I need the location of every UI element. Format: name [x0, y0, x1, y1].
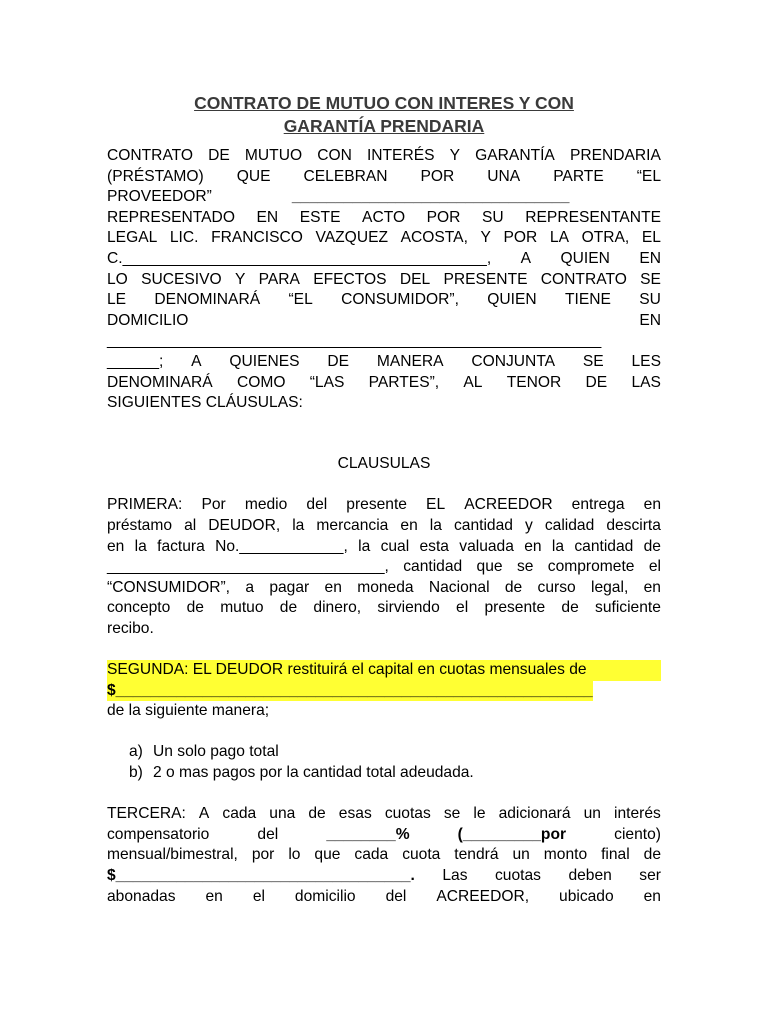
word: CONTRATO — [540, 270, 627, 288]
word: cuota — [402, 846, 441, 864]
word: (_________por — [457, 825, 567, 843]
word: y — [525, 516, 533, 534]
word: cada — [354, 846, 389, 864]
word: de — [643, 537, 661, 555]
word: ACREEDOR — [464, 496, 553, 514]
word: cada — [222, 805, 257, 823]
tercera-line — [107, 845, 661, 866]
word: del — [257, 825, 279, 843]
clause-primera — [107, 495, 661, 639]
word: la — [358, 537, 371, 555]
word: Las — [442, 867, 468, 884]
word: ______; — [107, 352, 164, 370]
word: ser — [639, 867, 661, 884]
word: CONTRATO — [107, 147, 194, 164]
word: mensual/bimestral, — [107, 846, 238, 864]
word: valuada — [459, 537, 514, 555]
word: DEUDOR, — [208, 516, 281, 534]
word: No.____________, — [215, 537, 348, 555]
word: AL — [463, 373, 483, 391]
word: ACOSTA, — [400, 229, 468, 247]
word: pagar — [269, 578, 310, 596]
word: curso — [537, 578, 576, 596]
word: concepto — [107, 599, 171, 617]
word: compensatorio — [107, 825, 210, 843]
intro-line — [107, 167, 661, 188]
word: Y — [480, 229, 491, 247]
word: ubicado — [559, 887, 614, 905]
word: LIC. — [169, 229, 199, 247]
word: en — [643, 887, 661, 905]
word: ________________________________ — [291, 188, 570, 206]
word: QUIEN — [487, 291, 537, 309]
word: PARTES”, — [368, 373, 440, 391]
word: DENOMINARÁ — [154, 291, 261, 309]
word: QUIENES — [229, 352, 300, 370]
word: PARTE — [553, 167, 604, 185]
word: INTERÉS — [366, 147, 435, 164]
word: LO — [107, 270, 128, 288]
word: cuotas — [495, 867, 541, 884]
word: $__________________________________. — [107, 867, 415, 884]
word: dinero, — [313, 599, 362, 617]
word: al — [184, 516, 197, 534]
primera-line — [107, 537, 661, 558]
word: DE — [327, 352, 350, 370]
word: EN — [639, 311, 661, 329]
segunda-line: de la siguiente manera; — [107, 702, 270, 720]
word: A — [198, 805, 210, 823]
word: LES — [631, 352, 661, 370]
word: suficiente — [595, 599, 661, 617]
word: DEL — [399, 270, 431, 288]
word: EL — [426, 496, 446, 514]
word: A — [191, 352, 202, 370]
word: interés — [614, 805, 661, 823]
intro-line: _________________________________________________________ — [107, 332, 602, 350]
word: LEGAL — [107, 229, 158, 247]
word: POR — [426, 208, 461, 226]
option-label: a) — [129, 743, 143, 761]
payment-option — [129, 742, 661, 763]
word: deben — [568, 867, 612, 884]
word: ________% — [326, 825, 410, 843]
tercera-line — [107, 887, 661, 908]
word: DOMICILIO — [107, 311, 189, 329]
word: de — [308, 805, 326, 823]
word: cual — [380, 537, 410, 555]
word: un — [583, 805, 601, 823]
word: en — [643, 578, 661, 596]
word: mutuo — [220, 599, 264, 617]
tercera-line — [107, 825, 661, 846]
word: A — [520, 249, 532, 267]
word: “CONSUMIDOR”, — [107, 578, 231, 596]
word: tendrá — [454, 846, 499, 864]
word: SE — [640, 270, 661, 288]
word: lo — [288, 846, 301, 864]
word: descirta — [606, 516, 661, 534]
word: DE — [585, 373, 608, 391]
word: cantidad — [453, 516, 513, 534]
primera-line — [107, 578, 661, 599]
primera-line — [107, 495, 661, 516]
word: del — [385, 887, 407, 905]
word: cuotas — [384, 805, 431, 823]
word: esta — [419, 537, 449, 555]
word: en — [205, 887, 223, 905]
word: monto — [543, 846, 588, 864]
word: LAS — [631, 373, 661, 391]
word: de — [186, 599, 204, 617]
word: presente — [484, 599, 546, 617]
word: presente — [346, 496, 407, 514]
word: domicilio — [294, 887, 356, 905]
word: el — [648, 558, 661, 576]
word: SU — [482, 208, 504, 226]
word: COMO — [236, 373, 286, 391]
word: en — [524, 537, 542, 555]
word: ESTE — [299, 208, 341, 226]
clauses-heading: CLAUSULAS — [337, 454, 431, 472]
word: PRESENTE — [443, 270, 528, 288]
word: en — [324, 578, 342, 596]
word: el — [252, 887, 265, 905]
word: REPRESENTADO — [107, 208, 235, 226]
word: (PRÉSTAMO) — [107, 167, 204, 185]
segunda-amount-blank: $_______________________________________________________ — [107, 681, 593, 702]
title-line-1: CONTRATO DE MUTUO CON INTERES Y CON — [194, 93, 574, 113]
word: POR — [420, 167, 455, 185]
payment-option — [129, 763, 661, 784]
word: factura — [157, 537, 205, 555]
word: VAZQUEZ — [315, 229, 389, 247]
intro-line — [107, 249, 661, 270]
option-label: b) — [129, 764, 143, 782]
intro-line — [107, 311, 661, 332]
intro-line — [107, 290, 661, 311]
word: por — [251, 846, 275, 864]
payment-options-list — [107, 742, 661, 783]
clause-tercera — [107, 804, 661, 907]
intro-line — [107, 270, 661, 291]
word: que — [314, 846, 341, 864]
word: Y — [449, 147, 461, 164]
intro-line — [107, 146, 661, 167]
word: una — [269, 805, 296, 823]
word: le — [473, 805, 486, 823]
word: FRANCISCO — [211, 229, 303, 247]
word: PROVEEDOR” — [107, 188, 212, 206]
intro-line — [107, 373, 661, 394]
primera-line: recibo. — [107, 619, 154, 637]
word: CON — [317, 147, 352, 164]
word: GARANTÍA — [475, 147, 555, 164]
word: moneda — [357, 578, 414, 596]
word: la — [134, 537, 147, 555]
word: MANERA — [376, 352, 444, 370]
word: PRIMERA: — [107, 496, 183, 514]
primera-line — [107, 598, 661, 619]
word: del — [306, 496, 328, 514]
word: de — [279, 599, 298, 617]
word: PARA — [258, 270, 300, 288]
word: ACREEDOR, — [436, 887, 530, 905]
word: final — [601, 846, 630, 864]
word: PRENDARIA — [569, 147, 661, 164]
word: ACTO — [362, 208, 406, 226]
word: compromete — [547, 558, 635, 576]
option-text: 2 o mas pagos por la cantidad total adeudada. — [153, 764, 474, 782]
word: CELEBRAN — [303, 167, 388, 185]
document-title — [107, 92, 661, 138]
word: EFECTOS — [313, 270, 387, 288]
title-line-2: GARANTÍA PRENDARIA — [283, 116, 485, 136]
word: SE — [582, 352, 604, 370]
word: UNA — [487, 167, 521, 185]
word: a — [245, 578, 255, 596]
word: préstamo — [107, 516, 173, 534]
word: mercancia — [316, 516, 389, 534]
word: la — [292, 516, 305, 534]
word: ________________________________, — [107, 558, 389, 576]
word: “EL — [288, 291, 313, 309]
word: en — [400, 516, 418, 534]
word: DE — [208, 147, 230, 164]
word: Y — [234, 270, 246, 288]
word: de — [643, 846, 661, 864]
word: SU — [639, 291, 661, 309]
word: SUCESIVO — [141, 270, 222, 288]
word: CONSUMIDOR”, — [341, 291, 459, 309]
word: CONJUNTA — [471, 352, 556, 370]
word: en — [107, 537, 125, 555]
word: esas — [338, 805, 372, 823]
word: TENOR — [506, 373, 562, 391]
intro-paragraph — [107, 146, 661, 414]
word: QUE — [236, 167, 271, 185]
word: TIENE — [565, 291, 611, 309]
word: LA — [549, 229, 569, 247]
contract-page — [107, 92, 661, 907]
word: que — [476, 558, 503, 576]
word: abonadas — [107, 887, 176, 905]
word: se — [516, 558, 534, 576]
tercera-line — [107, 804, 661, 825]
word: EN — [256, 208, 279, 226]
word: EL — [641, 229, 661, 247]
segunda-highlighted-line: SEGUNDA: EL DEUDOR restituirá el capital en cuotas mensuales de — [107, 660, 661, 681]
word: el — [456, 599, 469, 617]
word: de — [561, 599, 579, 617]
word: adicionará — [498, 805, 571, 823]
word: TERCERA: — [107, 805, 186, 823]
word: “EL — [636, 167, 661, 185]
intro-line — [107, 187, 661, 208]
intro-line — [107, 352, 661, 373]
word: entrega — [571, 496, 625, 514]
word: la — [551, 537, 565, 555]
word: en — [643, 496, 661, 514]
word: un — [512, 846, 530, 864]
word: C.__________________________________________, — [107, 249, 492, 267]
word: LE — [107, 291, 127, 309]
word: Nacional — [428, 578, 490, 596]
word: “LAS — [309, 373, 345, 391]
primera-line — [107, 557, 661, 578]
word: REPRESENTANTE — [525, 208, 661, 226]
word: DENOMINARÁ — [107, 373, 213, 391]
word: MUTUO — [244, 147, 303, 164]
word: QUIEN — [560, 249, 610, 267]
word: EN — [639, 249, 661, 267]
option-text: Un solo pago total — [153, 743, 279, 761]
word: Por — [201, 496, 226, 514]
word: de — [504, 578, 523, 596]
primera-line — [107, 516, 661, 537]
clause-segunda — [107, 660, 661, 784]
word: medio — [244, 496, 288, 514]
word: calidad — [544, 516, 595, 534]
word: ciento) — [614, 825, 661, 843]
word: sirviendo — [377, 599, 440, 617]
word: la — [429, 516, 442, 534]
word: cantidad — [574, 537, 634, 555]
intro-line — [107, 208, 661, 229]
word: cantidad — [403, 558, 463, 576]
word: POR — [503, 229, 538, 247]
tercera-line — [107, 866, 661, 887]
word: OTRA, — [581, 229, 630, 247]
intro-line — [107, 228, 661, 249]
intro-line: SIGUIENTES CLÁUSULAS: — [107, 394, 303, 412]
word: se — [443, 805, 461, 823]
word: legal, — [591, 578, 629, 596]
